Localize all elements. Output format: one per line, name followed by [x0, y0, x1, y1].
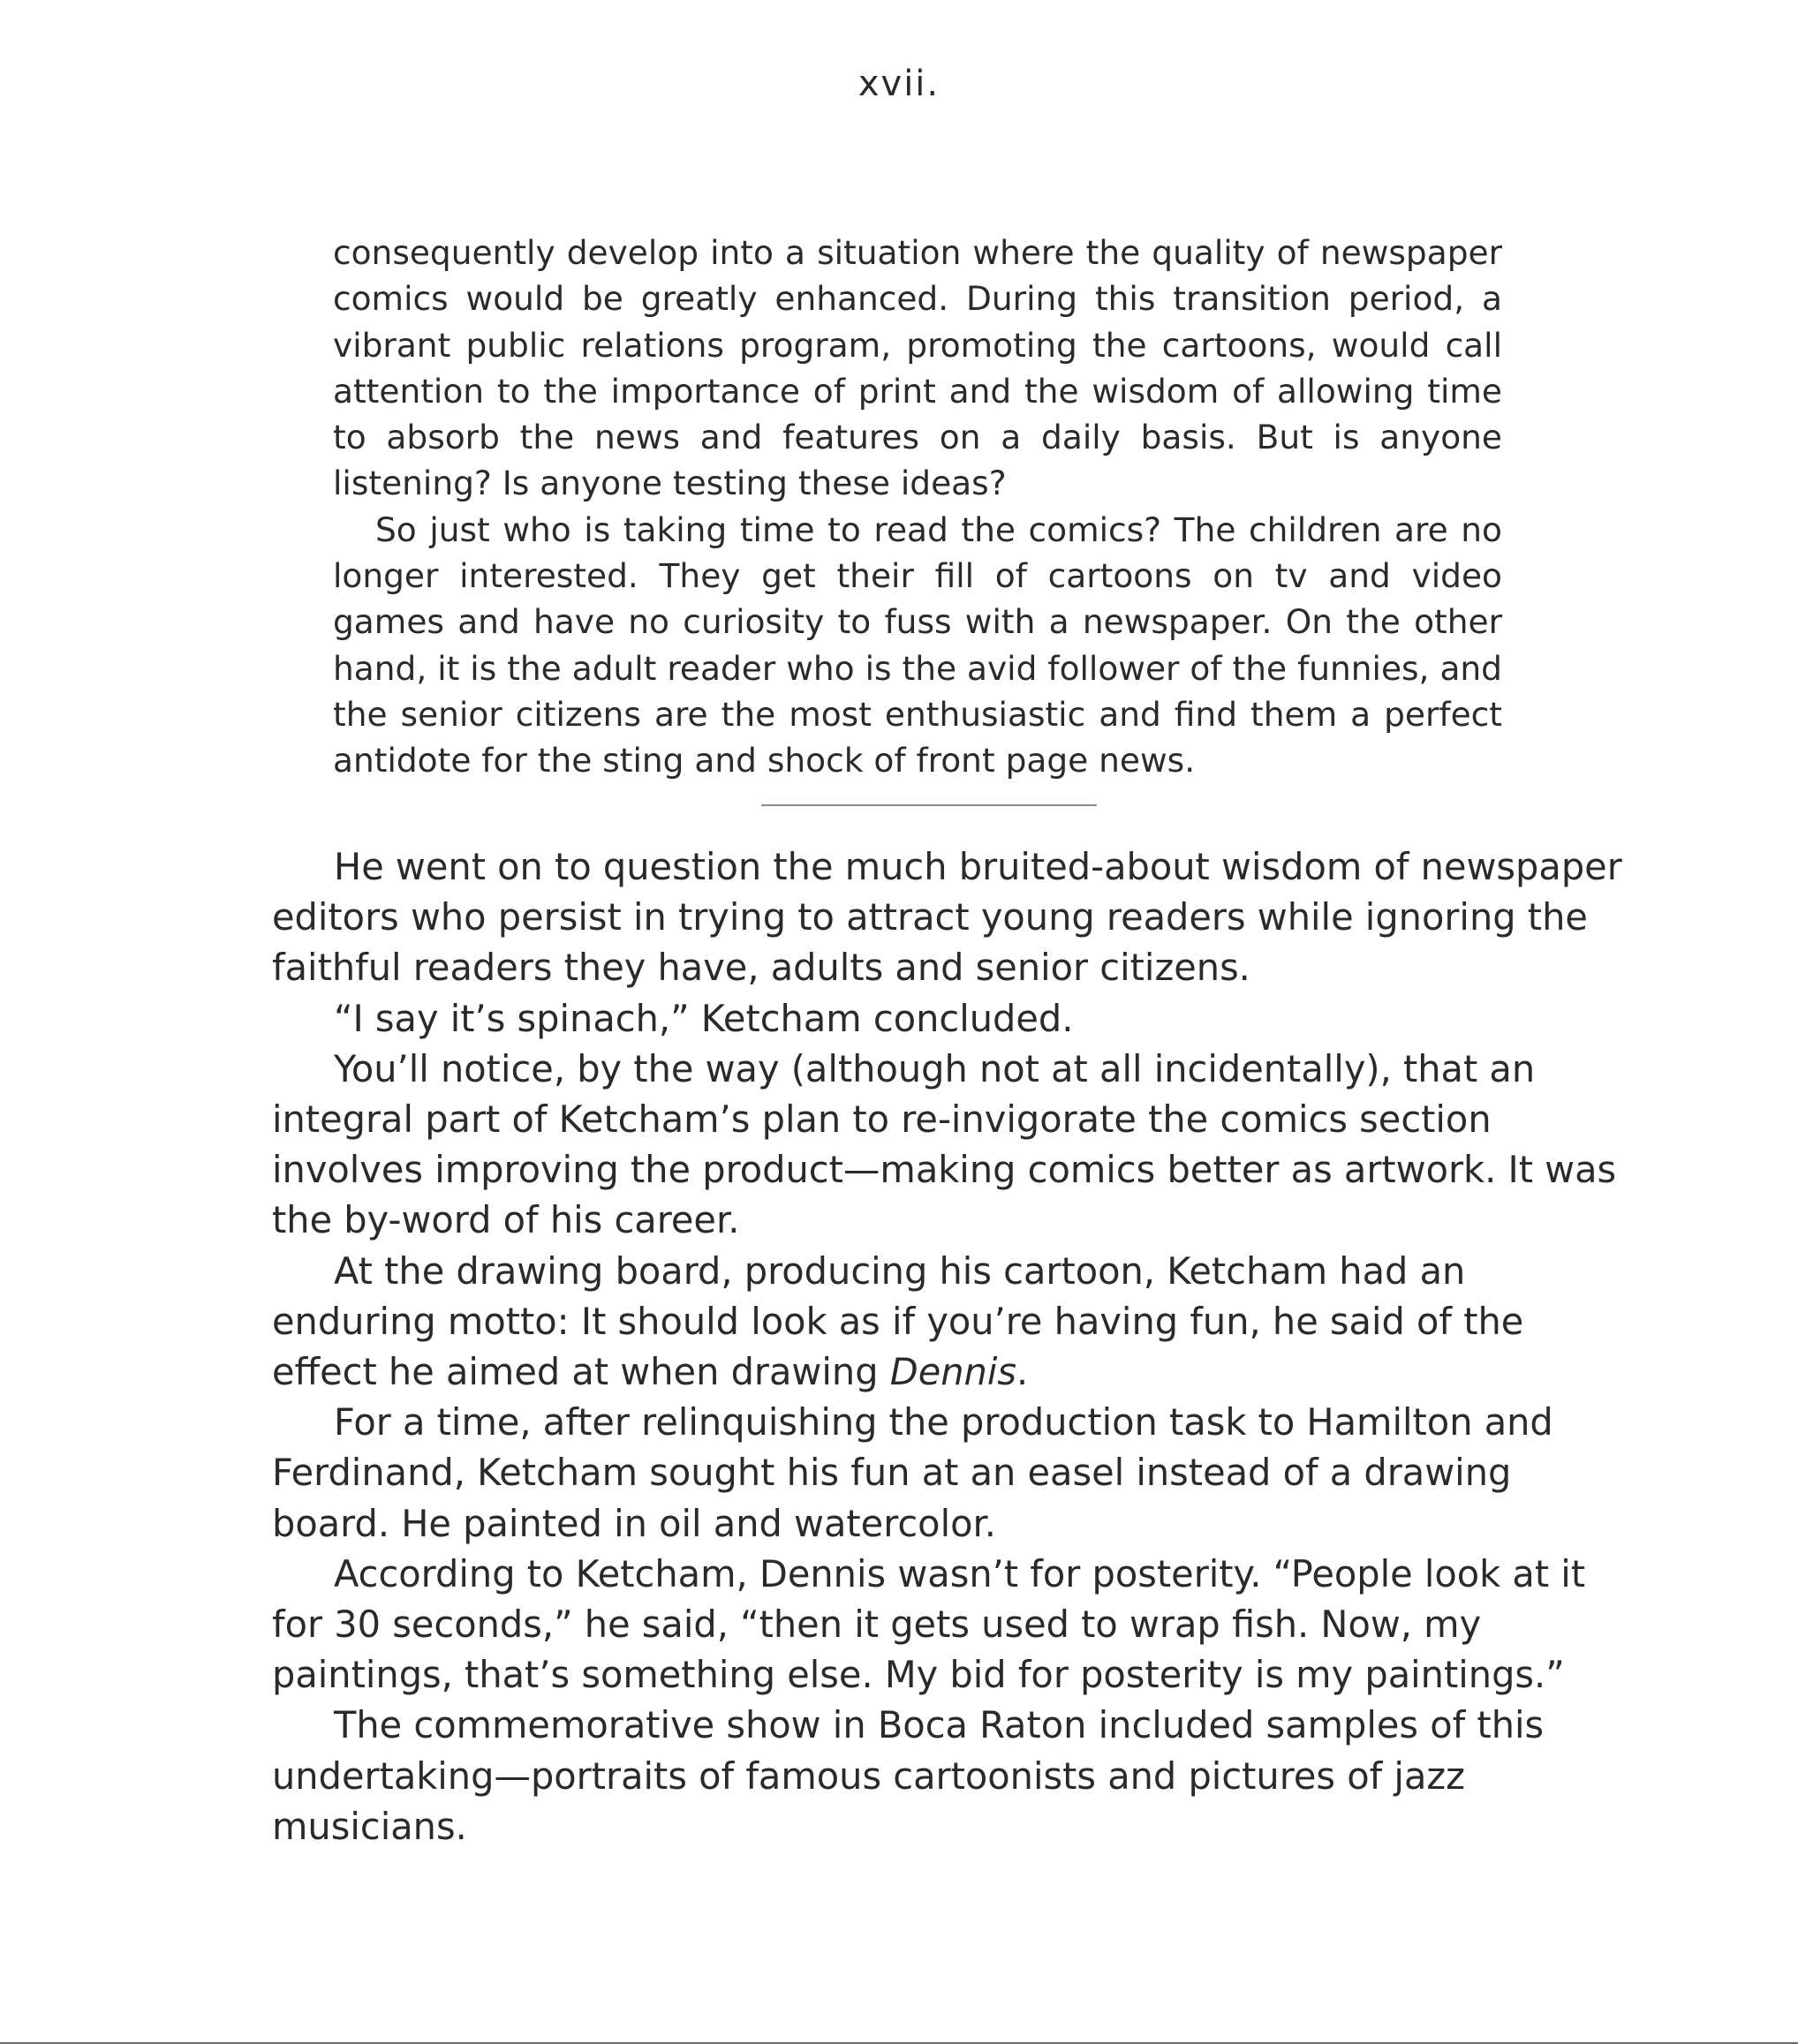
body-text-run: .	[1016, 1350, 1029, 1394]
page-number: xvii.	[857, 64, 941, 104]
body-text	[272, 841, 1632, 1852]
body-paragraph: The commemorative show in Boca Raton included samples of this undertaking—portraits of famous cartoonists and pictures of jazz musicians.	[272, 1703, 1545, 1848]
body-paragraph: You’ll notice, by the way (although not at all incidentally), that an integral part of Ketcham’s plan to re-invigorate the comics section involves improving the product—making comics better as artwork. It was the by-word of his career.	[272, 1046, 1617, 1242]
body-paragraph: For a time, after relinquishing the production task to Hamilton and Ferdinand, Ketcham sought his fun at an easel instead of a drawing board. He painted in oil and watercolor.	[272, 1400, 1553, 1545]
quote-paragraph: So just who is taking time to read the comics? The children are no longer interested. They get their fill of cartoons on tv and video games and have no curiosity to fuss with a newspaper. On the other hand, it is the adult reader who is the avid follower of the funnies, and the senior citizens are the most enthusiastic and find them a perfect antidote for the sting and shock of front page news.	[333, 509, 1502, 781]
comic-title: Dennis	[889, 1350, 1016, 1394]
quote-paragraph: consequently develop into a situation where the quality of newspaper comics would be greatly enhanced. During this transition period, a vibrant public relations program, promoting the cartoons, would call attention to the importance of print and the wisdom of allowing time to absorb the news and features on a daily basis. But is anyone listening? Is anyone testing these ideas?	[333, 233, 1502, 503]
section-divider	[761, 804, 1097, 806]
block-quote	[333, 230, 1502, 784]
body-paragraph	[272, 1246, 1632, 1398]
body-paragraph: According to Ketcham, Dennis wasn’t for posterity. “People look at it for 30 seconds,” he said, “then it gets used to wrap fish. Now, my paintings, that’s something else. My bid for posterity is my paintings.”	[272, 1551, 1586, 1697]
body-paragraph: He went on to question the much bruited-about wisdom of newspaper editors who persist in trying to attract young readers while ignoring the faithful readers they have, adults and senior citizens.	[272, 845, 1622, 990]
body-text-run: At the drawing board, producing his cartoon, Ketcham had an enduring motto: It should look as if you’re having fun, he said of the effect he aimed at when drawing	[272, 1248, 1524, 1394]
body-paragraph: “I say it’s spinach,” Ketcham concluded.	[334, 996, 1074, 1040]
